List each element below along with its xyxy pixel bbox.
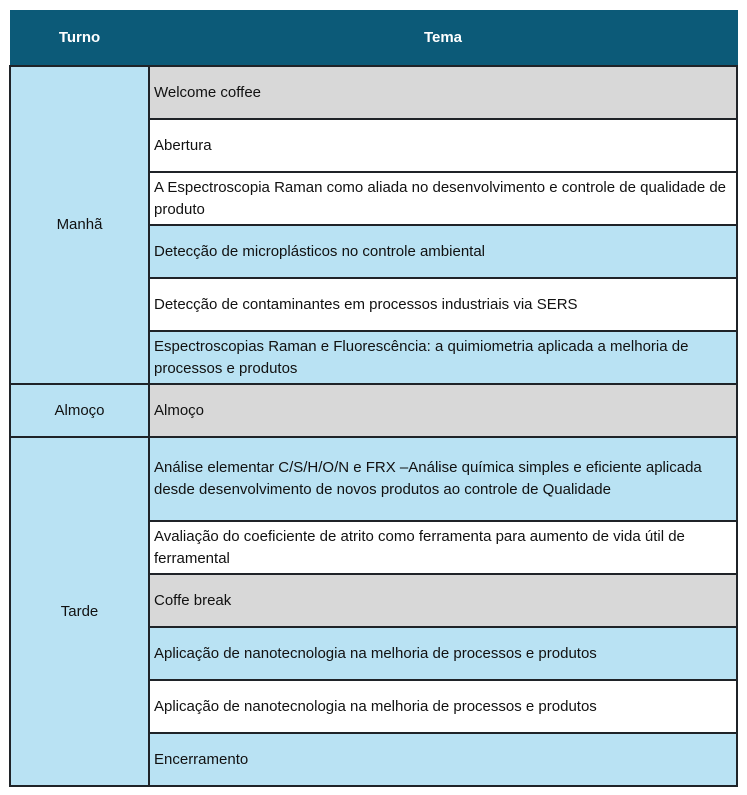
header-turno: Turno — [10, 11, 149, 67]
tema-cell: Encerramento — [149, 733, 737, 786]
tema-cell: Detecção de microplásticos no controle ambiental — [149, 225, 737, 278]
turno-cell-manha: Manhã — [10, 66, 149, 384]
tema-cell: Aplicação de nanotecnologia na melhoria de processos e produtos — [149, 680, 737, 733]
tema-cell: Espectroscopias Raman e Fluorescência: a quimiometria aplicada a melhoria de processos e produtos — [149, 331, 737, 384]
tema-cell: Almoço — [149, 384, 737, 437]
table-row — [10, 384, 737, 437]
tema-cell: Avaliação do coeficiente de atrito como ferramenta para aumento de vida útil de ferramental — [149, 521, 737, 574]
tema-cell: Aplicação de nanotecnologia na melhoria de processos e produtos — [149, 627, 737, 680]
header-row — [10, 11, 737, 67]
table-row — [10, 66, 737, 119]
tema-cell: Abertura — [149, 119, 737, 172]
turno-cell-almoco: Almoço — [10, 384, 149, 437]
tema-cell: Coffe break — [149, 574, 737, 627]
turno-cell-tarde: Tarde — [10, 437, 149, 786]
tema-cell: Welcome coffee — [149, 66, 737, 119]
tema-cell: Detecção de contaminantes em processos industriais via SERS — [149, 278, 737, 331]
schedule-table — [9, 10, 738, 787]
tema-cell: A Espectroscopia Raman como aliada no desenvolvimento e controle de qualidade de produto — [149, 172, 737, 225]
header-tema: Tema — [149, 11, 737, 67]
table-row — [10, 437, 737, 521]
tema-cell: Análise elementar C/S/H/O/N e FRX –Análise química simples e eficiente aplicada desde desenvolvimento de novos produtos ao controle de Qualidade — [149, 437, 737, 521]
